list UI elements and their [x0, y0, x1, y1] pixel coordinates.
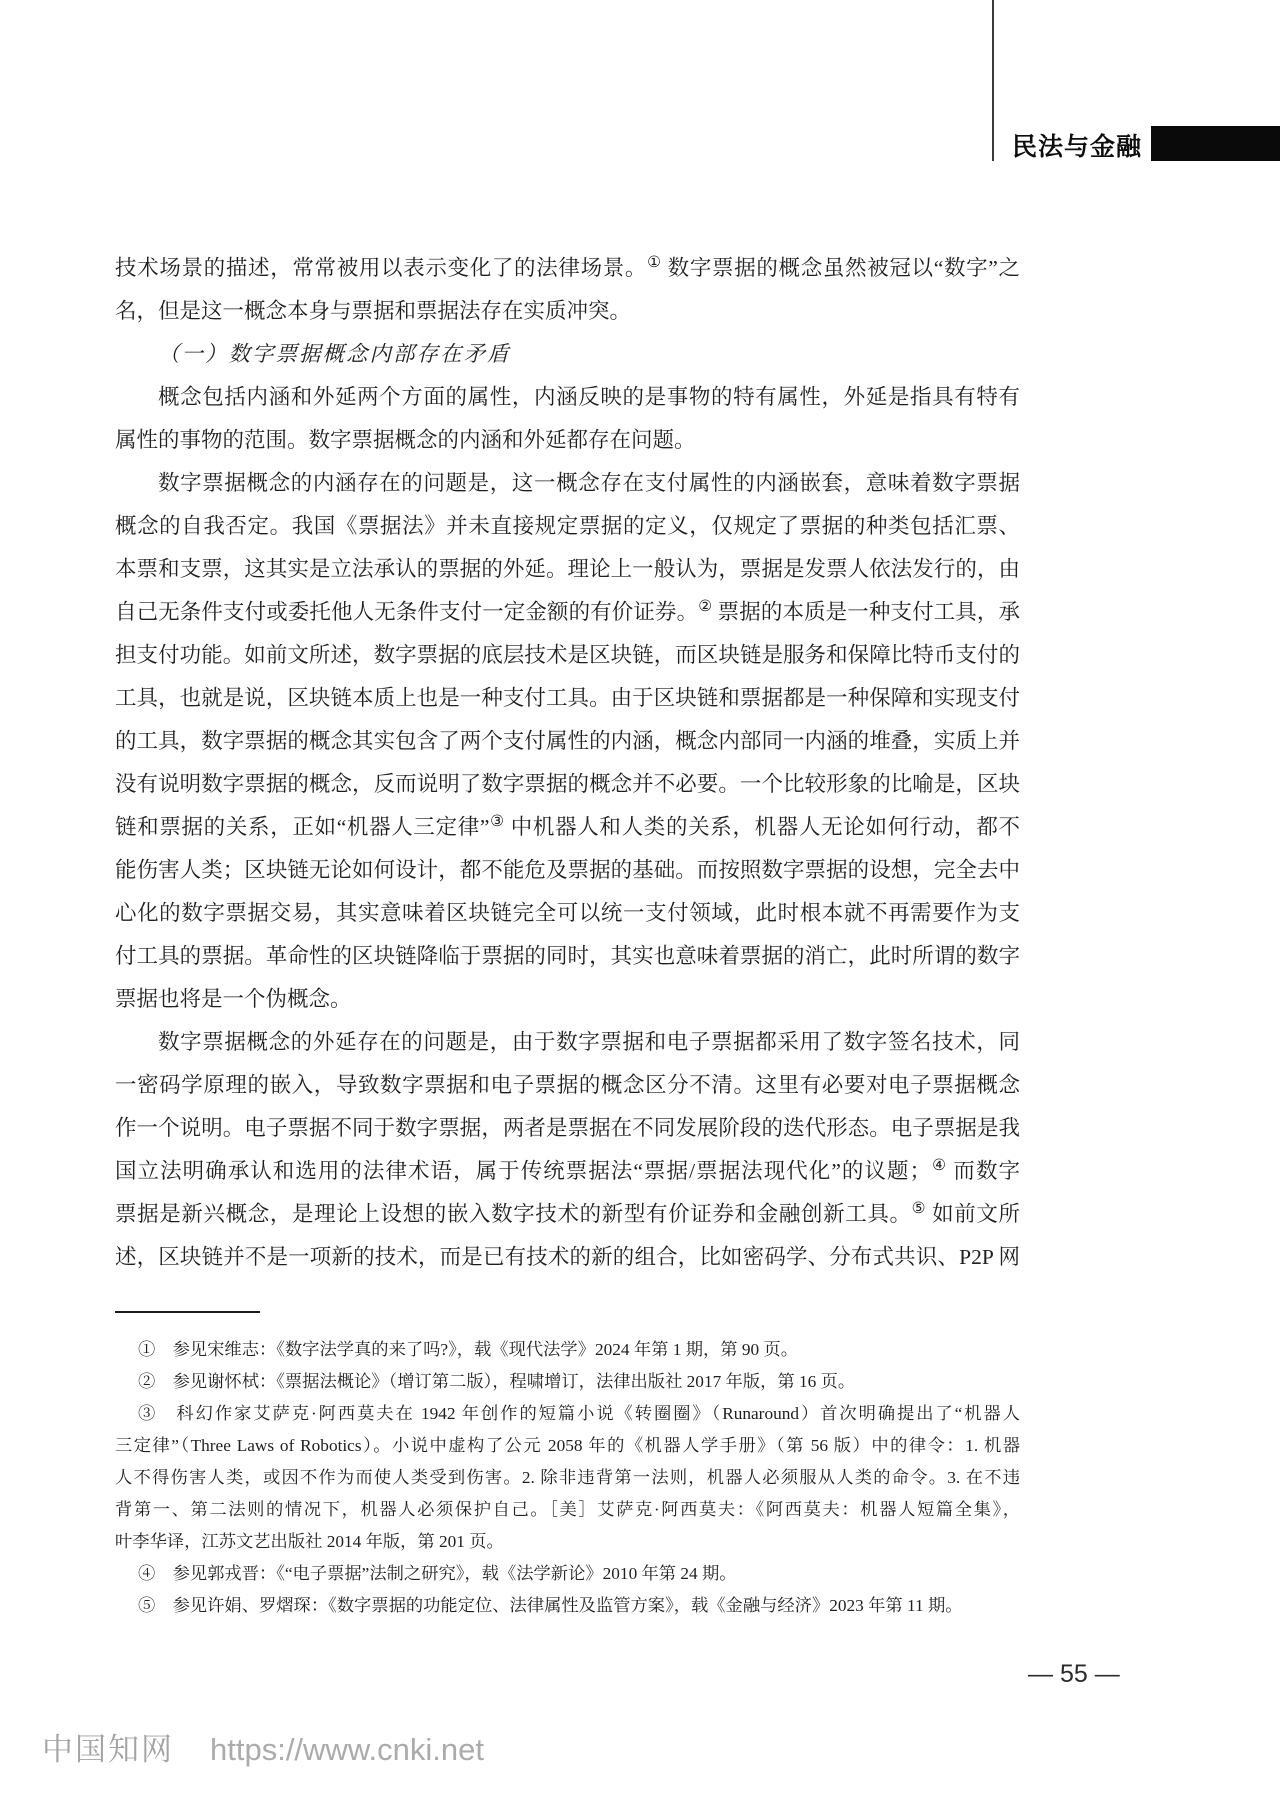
- footnote-marker: ①: [647, 253, 662, 271]
- body-line: 票据是新兴概念，是理论上设想的嵌入数字技术的新型有价证券和金融创新工具。⑤ 如前文所: [115, 1199, 1020, 1226]
- footnote-line: ④ 参见郭戎晋：《“电子票据”法制之研究》，载《法学新论》2010 年第 24 期。: [138, 1564, 737, 1583]
- section-heading: （一）数字票据概念内部存在矛盾: [158, 342, 511, 366]
- footnote-line: 背第一、第二法则的情况下，机器人必须保护自己。［美］艾萨克·阿西莫夫：《阿西莫夫：机器人短篇全集》，: [115, 1500, 1020, 1519]
- body-lines: [115, 247, 1020, 1279]
- header-vertical-rule: [992, 0, 994, 161]
- body-line: 属性的事物的范围。数字票据概念的内涵和外延都存在问题。: [115, 428, 696, 452]
- footnote-line: ② 参见谢怀栻：《票据法概论》（增订第二版），程啸增订，法律出版社 2017 年版，第 16 页。: [138, 1372, 856, 1391]
- body-line: 能伤害人类；区块链无论如何设计，都不能危及票据的基础。而按照数字票据的设想，完全去中: [115, 858, 1020, 882]
- watermark: [42, 1724, 484, 1769]
- body-line: 工具，也就是说，区块链本质上也是一种支付工具。由于区块链和票据都是一种保障和实现支付: [115, 686, 1020, 710]
- body-line: 心化的数字票据交易，其实意味着区块链完全可以统一支付领域，此时根本就不再需要作为支: [115, 901, 1020, 925]
- footnote-separator: [115, 1311, 260, 1313]
- body-line: 述，区块链并不是一项新的技术，而是已有技术的新的组合，比如密码学、分布式共识、P2P 网: [115, 1245, 1020, 1269]
- body-line: 数字票据概念的外延存在的问题是，由于数字票据和电子票据都采用了数字签名技术，同: [158, 1030, 1020, 1054]
- body-line: 付工具的票据。革命性的区块链降临于票据的同时，其实也意味着票据的消亡，此时所谓的数字: [115, 944, 1020, 968]
- body-line: 票据也将是一个伪概念。: [115, 987, 352, 1011]
- body-line: 数字票据概念的内涵存在的问题是，这一概念存在支付属性的内涵嵌套，意味着数字票据: [158, 471, 1020, 495]
- footnote-marker: ②: [698, 597, 713, 615]
- header-black-bar: [1151, 126, 1280, 161]
- footnote-line: 叶李华译，江苏文艺出版社 2014 年版，第 201 页。: [115, 1532, 504, 1551]
- footnote-line: ① 参见宋维志：《数字法学真的来了吗?》，载《现代法学》2024 年第 1 期，第 90 页。: [138, 1340, 799, 1359]
- footnote-marker: ④: [931, 1156, 947, 1174]
- footnote-line: 三定律”（Three Laws of Robotics）。小说中虚构了公元 2058 年的《机器人学手册》（第 56 版）中的律令：1. 机器: [115, 1436, 1020, 1455]
- body-line: 一密码学原理的嵌入，导致数字票据和电子票据的概念区分不清。这里有必要对电子票据概念: [115, 1073, 1020, 1097]
- body-line: 作一个说明。电子票据不同于数字票据，两者是票据在不同发展阶段的迭代形态。电子票据是我: [115, 1116, 1020, 1140]
- section-label: 民法与金融: [1012, 133, 1143, 161]
- footnote-marker: ⑤: [911, 1199, 927, 1217]
- body-line: 本票和支票，这其实是立法承认的票据的外延。理论上一般认为，票据是发票人依法发行的，由: [115, 557, 1020, 581]
- footnote-lines: [115, 1334, 1020, 1622]
- body-line: 自己无条件支付或委托他人无条件支付一定金额的有价证券。② 票据的本质是一种支付工具，承: [115, 597, 1020, 624]
- body-line: 的工具，数字票据的概念其实包含了两个支付属性的内涵，概念内部同一内涵的堆叠，实质上并: [115, 729, 1020, 753]
- body-line: 链和票据的关系，正如“机器人三定律”③ 中机器人和人类的关系，机器人无论如何行动，都不: [115, 812, 1020, 839]
- body-line: 技术场景的描述，常常被用以表示变化了的法律场景。① 数字票据的概念虽然被冠以“数字”之: [115, 253, 1020, 280]
- cnki-watermark-url: https://www.cnki.net: [210, 1732, 484, 1767]
- body-line: 没有说明数字票据的概念，反而说明了数字票据的概念并不必要。一个比较形象的比喻是，区块: [115, 772, 1020, 796]
- footnote-line: 人不得伤害人类，或因不作为而使人类受到伤害。2. 除非违背第一法则，机器人必须服从人类的命令。3. 在不违: [115, 1468, 1020, 1487]
- footnote-line: ③ 科幻作家艾萨克·阿西莫夫在 1942 年创作的短篇小说《转圈圈》（Runaround）首次明确提出了“机器人: [138, 1404, 1020, 1423]
- cnki-watermark-name: 中国知网: [42, 1732, 174, 1767]
- body-line: 名，但是这一概念本身与票据和票据法存在实质冲突。: [115, 299, 632, 323]
- body-line: 国立法明确承认和选用的法律术语，属于传统票据法“票据/票据法现代化”的议题；④ 而数字: [115, 1156, 1020, 1183]
- footnote-line: ⑤ 参见许娟、罗熠琛：《数字票据的功能定位、法律属性及监管方案》，载《金融与经济》2023 年第 11 期。: [138, 1596, 963, 1615]
- body-line: 担支付功能。如前文所述，数字票据的底层技术是区块链，而区块链是服务和保障比特币支付的: [115, 643, 1020, 667]
- body-line: 概念包括内涵和外延两个方面的属性，内涵反映的是事物的特有属性，外延是指具有特有: [158, 385, 1020, 409]
- body-line: 概念的自我否定。我国《票据法》并未直接规定票据的定义，仅规定了票据的种类包括汇票、: [115, 514, 1020, 538]
- page-number: — 55 —: [1028, 1660, 1120, 1688]
- footnote-marker: ③: [489, 812, 505, 830]
